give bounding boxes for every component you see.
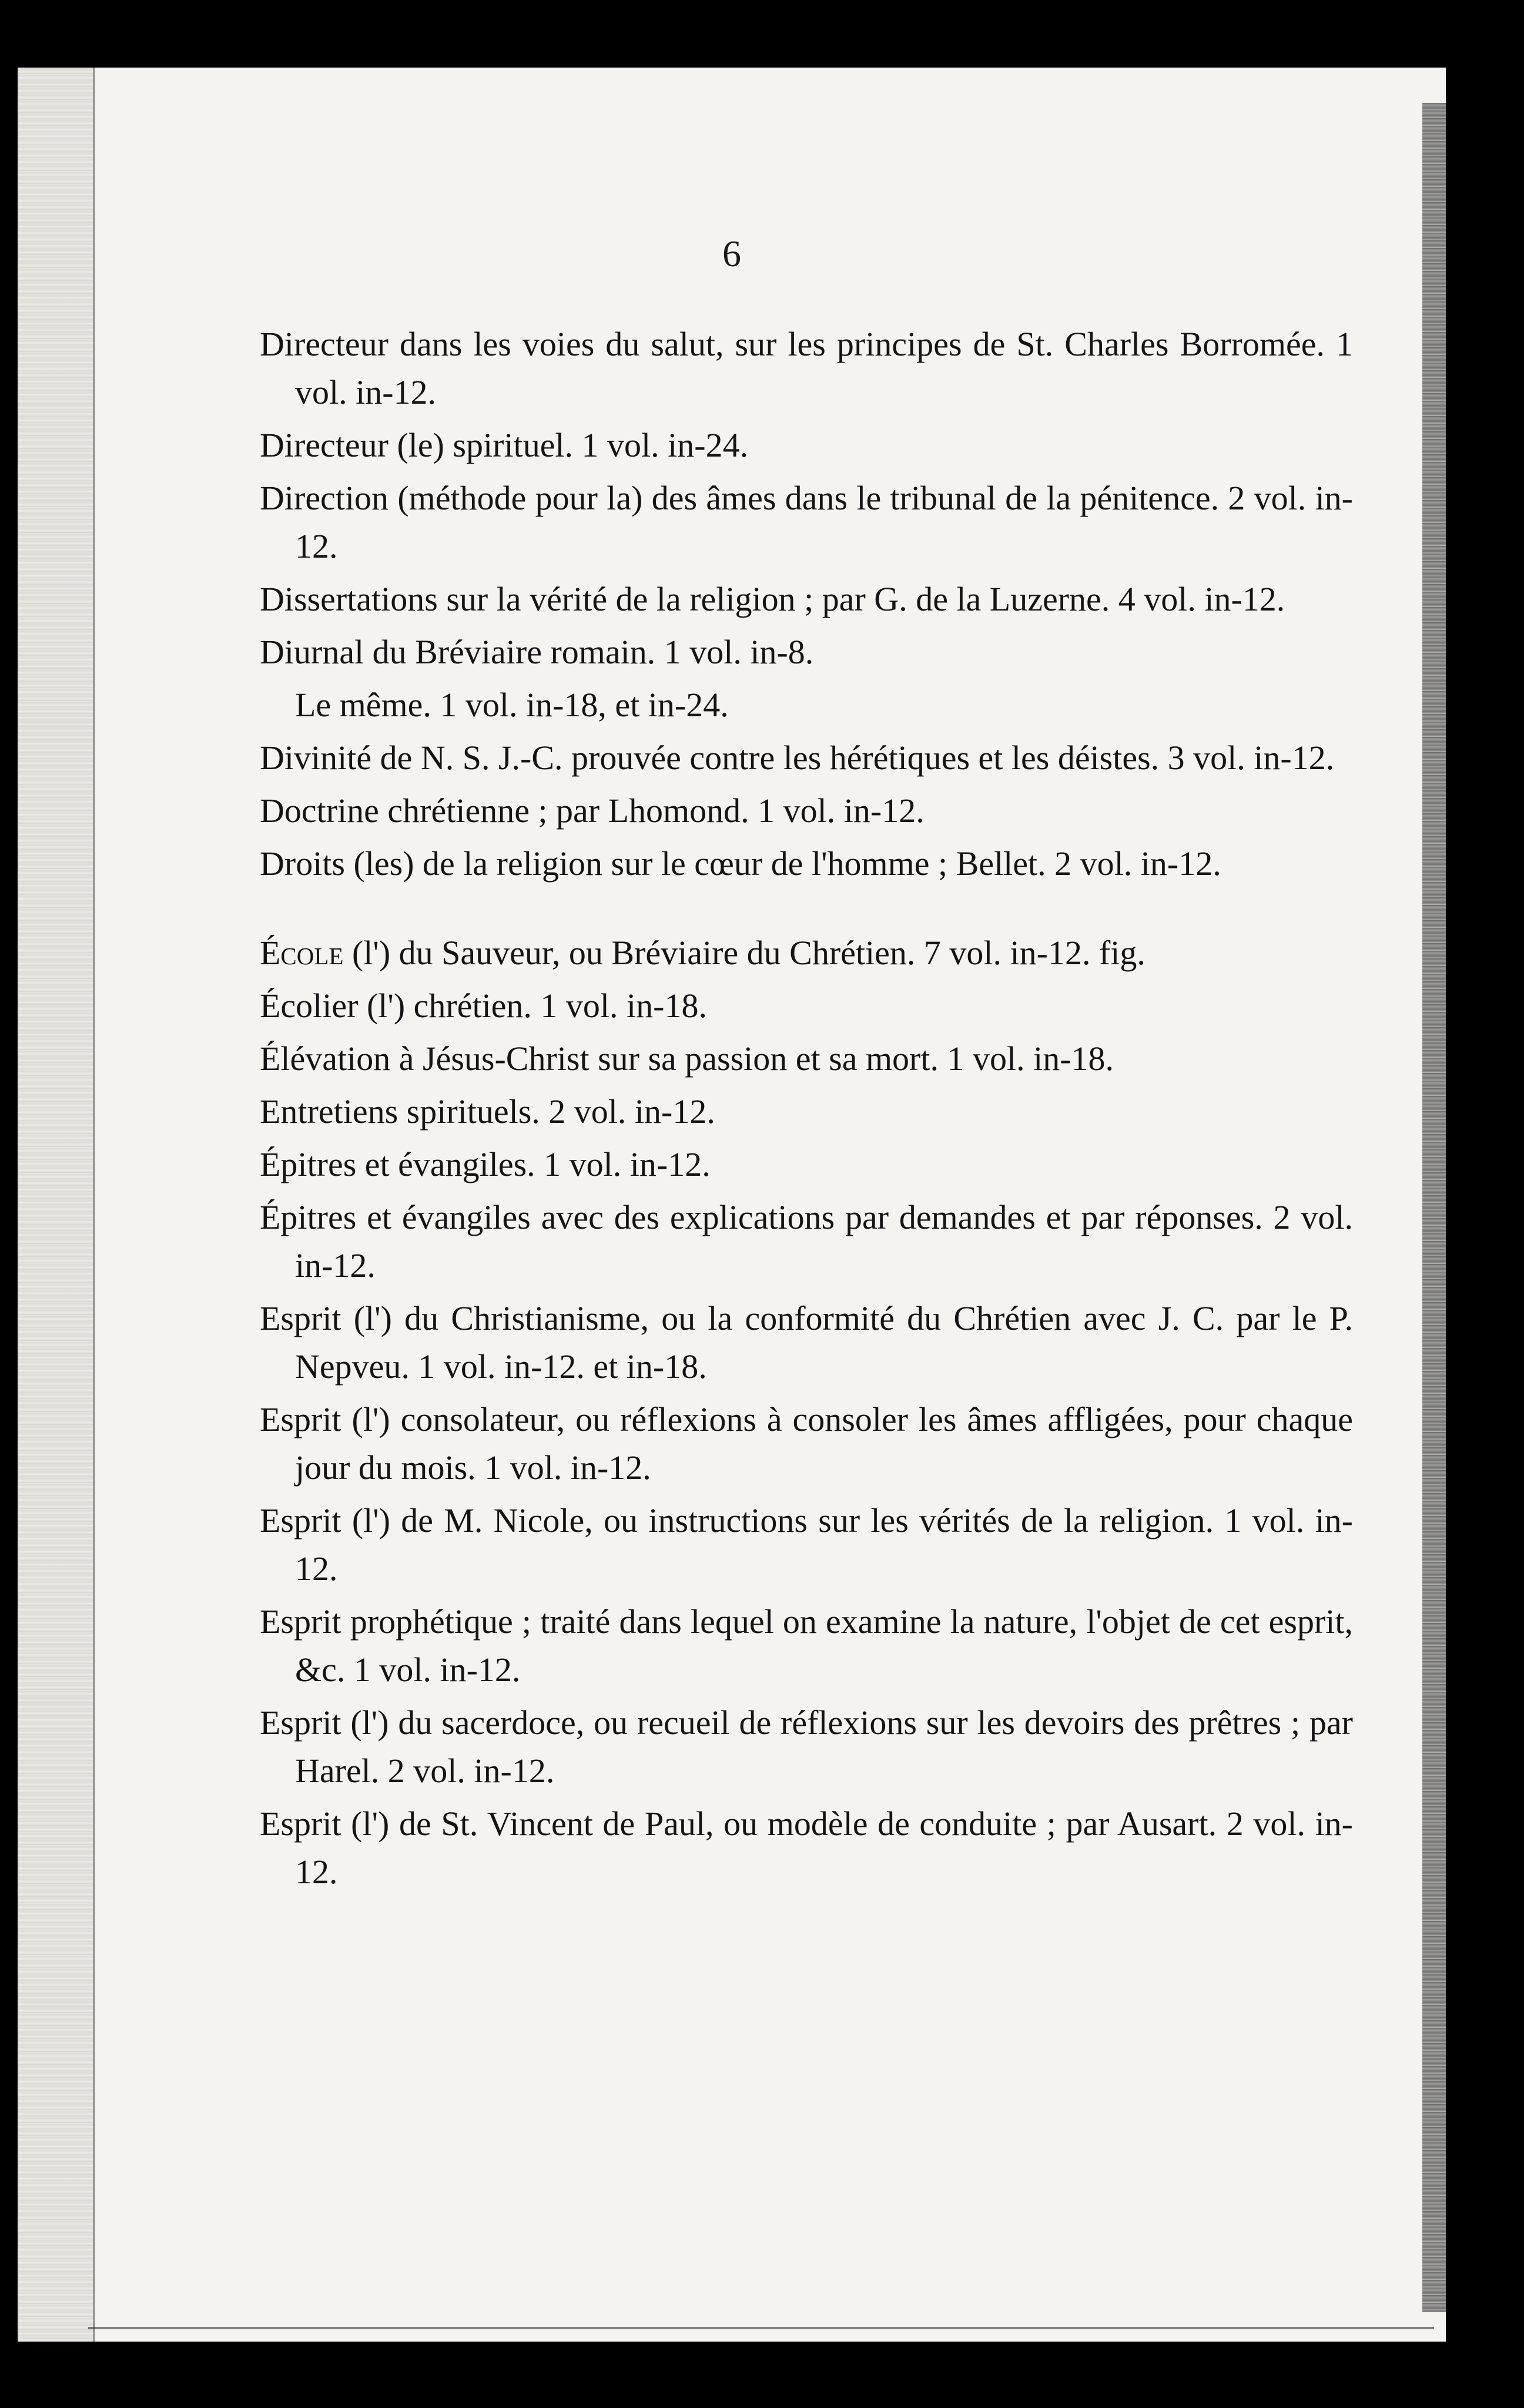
catalog-entry: Esprit (l') du Christianisme, ou la conformité du Chrétien avec J. C. par le P. Nepveu. 1 vol. in-12. et in-18. (260, 1299, 1353, 1386)
section-head-word: École (260, 934, 344, 972)
catalog-entry: Droits (les) de la religion sur le cœur de l'homme ; Bellet. 2 vol. in-12. (260, 844, 1221, 883)
catalog-entry: Esprit (l') de M. Nicole, ou instructions sur les vérités de la religion. 1 vol. in-12. (260, 1501, 1353, 1588)
catalog-entry: Épitres et évangiles avec des explications par demandes et par réponses. 2 vol. in-12. (260, 1198, 1353, 1285)
catalog-entry: Esprit (l') consolateur, ou réflexions à consoler les âmes affligées, pour chaque jour du mois. 1 vol. in-12. (260, 1400, 1353, 1487)
left-margin-rule (93, 68, 95, 2342)
catalog-entry: Dissertations sur la vérité de la religion ; par G. de la Luzerne. 4 vol. in-12. (260, 580, 1285, 618)
catalog-entry: Directeur dans les voies du salut, sur les principes de St. Charles Borromée. 1 vol. in-12. (260, 325, 1353, 411)
page-edge-shadow (1422, 103, 1446, 2312)
catalog-entry: Écolier (l') chrétien. 1 vol. in-18. (260, 987, 707, 1025)
binding-edge (18, 68, 94, 2342)
section-head-rest: (l') du Sauveur, ou Bréviaire du Chrétien. 7 vol. in-12. fig. (343, 934, 1145, 972)
bottom-margin-rule (88, 2327, 1434, 2329)
catalog-entry: Doctrine chrétienne ; par Lhomond. 1 vol. in-12. (260, 792, 925, 830)
book-page (18, 68, 1446, 2342)
catalog-entry: Épitres et évangiles. 1 vol. in-12. (260, 1145, 711, 1183)
catalog-entry: Élévation à Jésus-Christ sur sa passion et sa mort. 1 vol. in-18. (260, 1039, 1114, 1078)
catalog-entry: Diurnal du Bréviaire romain. 1 vol. in-8. (260, 633, 814, 671)
catalog-entry: Esprit (l') de St. Vincent de Paul, ou modèle de conduite ; par Ausart. 2 vol. in-12. (260, 1805, 1353, 1891)
catalog-entry: Direction (méthode pour la) des âmes dans le tribunal de la pénitence. 2 vol. in-12. (260, 479, 1353, 565)
section-gap (260, 893, 1353, 929)
catalog-entry-subitem: Le même. 1 vol. in-18, et in-24. (295, 686, 729, 724)
catalog-entry: Entretiens spirituels. 2 vol. in-12. (260, 1092, 715, 1131)
catalog-entry: Divinité de N. S. J.-C. prouvée contre les hérétiques et les déistes. 3 vol. in-12. (260, 739, 1335, 777)
catalog-entry: Esprit prophétique ; traité dans lequel on examine la nature, l'objet de cet esprit, &c. 1 vol. in-12. (260, 1602, 1353, 1689)
catalog-entries (260, 320, 1353, 1901)
catalog-entry-section-head (260, 929, 1353, 977)
page-number: 6 (722, 233, 741, 274)
catalog-entry: Directeur (le) spirituel. 1 vol. in-24. (260, 426, 749, 464)
catalog-entry: Esprit (l') du sacerdoce, ou recueil de réflexions sur les devoirs des prêtres ; par Harel. 2 vol. in-12. (260, 1703, 1353, 1790)
